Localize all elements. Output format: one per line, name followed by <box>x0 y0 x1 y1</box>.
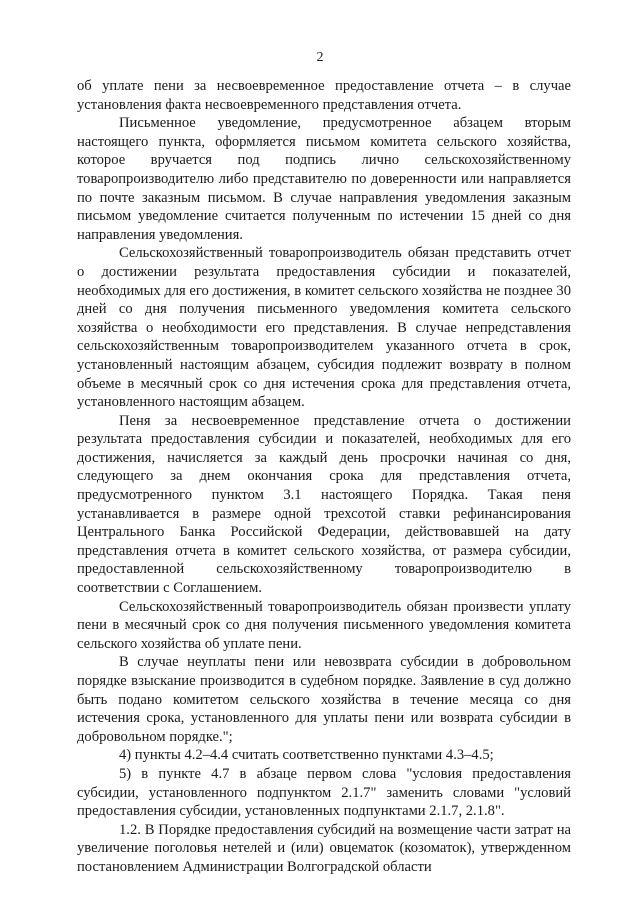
paragraph-notice-end: об уплате пени за несвоевременное предоставление отчета – в случае установления факта несвоевременного представления отчета. <box>77 78 571 113</box>
paragraph-court-recovery: В случае неуплаты пени или невозврата субсидии в добровольном порядке взыскание производится в судебном порядке. Заявление в суд должно быть подано комитетом сельского хозяйства в течение месяца со дня истечения срока, установленного для уплаты пени или возврата субсидии в добровольном порядке."; <box>77 654 571 745</box>
page-number: 2 <box>316 50 324 65</box>
paragraph-written-notification: Письменное уведомление, предусмотренное абзацем вторым настоящего пункта, оформляется письмом комитета сельского хозяйства, которое вручается под подпись лично сельскохозяйственному товаропроизводителю либо представителю по доверенности или направляется по почте заказным письмом. В случае направления уведомления заказным письмом уведомление считается полученным по истечении 15 дней со дня направления уведомления. <box>77 115 571 243</box>
paragraph-penalty-calculation: Пеня за несвоевременное представление отчета о достижении результата предоставления субсидии и показателей, необходимых для его достижения, начисляется за каждый день просрочки начиная со дня, следующего за днем окончания срока для представления отчета, предусмотренного пунктом 3.1 настоящего Порядка. Такая пеня устанавливается в размере одной трехсотой ставки рефинансирования Центрального Банка Российской Федерации, действовавшей на дату представления отчета в комитет сельского хозяйства, от размера субсидии, предоставленной сельскохозяйственному товаропроизводителю в соответствии с Соглашением. <box>77 412 571 597</box>
paragraph-item-5: 5) в пункте 4.7 в абзаце первом слова "условия предоставления субсидии, установленного подпунктом 2.1.7" заменить словами "условий предоставления субсидии, установленных подпунктами 2.1.7, 2.1.8". <box>77 765 571 820</box>
document-body <box>77 77 571 877</box>
paragraph-penalty-payment: Сельскохозяйственный товаропроизводитель обязан произвести уплату пени в месячный срок со дня получения письменного уведомления комитета сельского хозяйства об уплате пени. <box>77 598 571 652</box>
paragraph-section-1-2: 1.2. В Порядке предоставления субсидий на возмещение части затрат на увеличение поголовья нетелей и (или) овцематок (козоматок), утвержденном постановлением Администрации Волгоградской области <box>77 821 571 875</box>
paragraph-report-obligation: Сельскохозяйственный товаропроизводитель обязан представить отчет о достижении результата предоставления субсидии и показателей, необходимых для его достижения, в комитет сельского хозяйства не позднее 30 дней со дня получения письменного уведомления комитета сельского хозяйства о необходимости его представления. В случае непредставления сельскохозяйственным товаропроизводителем указанного отчета в срок, установленный настоящим абзацем, субсидия подлежит возврату в полном объеме в месячный срок со дня истечения срока для представления отчета, установленного настоящим абзацем. <box>77 245 571 411</box>
paragraph-item-4: 4) пункты 4.2–4.4 считать соответственно пунктами 4.3–4.5; <box>119 747 494 764</box>
